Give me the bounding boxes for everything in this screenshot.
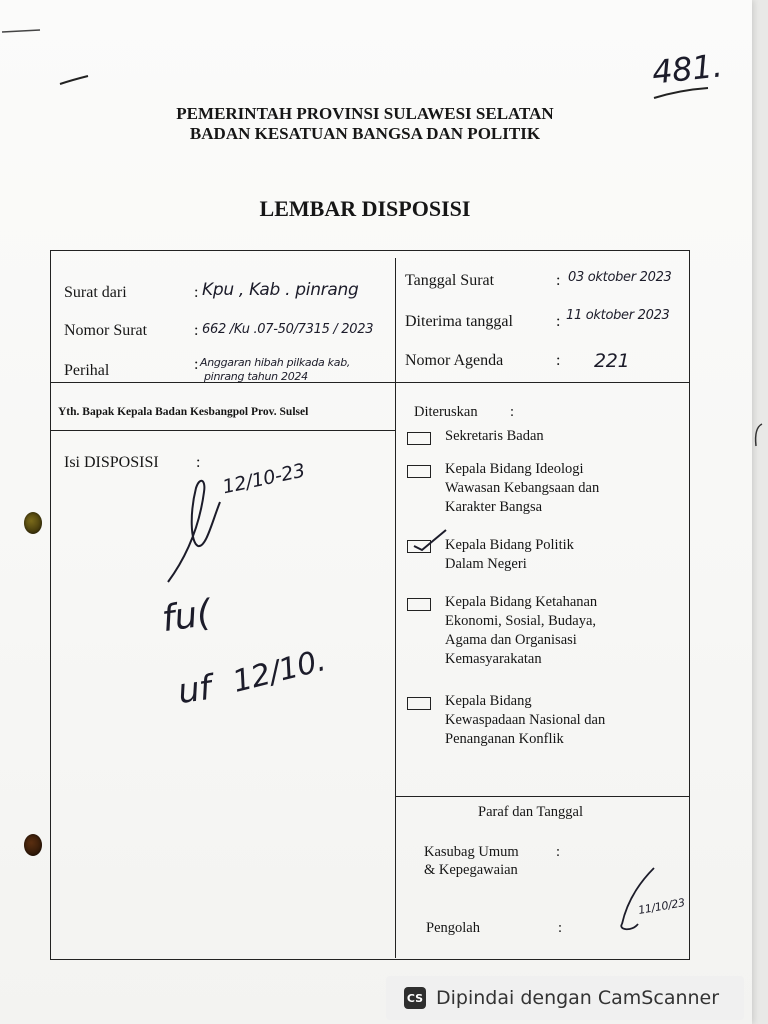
disposition-date: 12/10-23: [220, 459, 307, 499]
header-line-1: PEMERINTAH PROVINSI SULAWESI SELATAN: [176, 104, 554, 123]
check-mark-icon: [404, 526, 450, 554]
kasubag-label-2: & Kepegawaian: [424, 862, 518, 878]
edge-mark: [748, 420, 768, 450]
punch-hole-upper: [24, 512, 42, 534]
pengolah-date: 11/10/23: [637, 896, 686, 917]
diterima-label: Diterima tanggal: [405, 313, 513, 330]
nomor-agenda-colon: :: [556, 352, 561, 369]
camscanner-label: Dipindai dengan CamScanner: [436, 987, 720, 1009]
nomor-surat-value: 662 /Ku .07-50/7315 / 2023: [202, 322, 374, 337]
surat-dari-value: Kpu , Kab . pinrang: [202, 280, 359, 300]
kasubag-colon: :: [556, 844, 561, 860]
option-kewaspadaan: Kepala Bidang Kewaspadaan Nasional dan Penanganan Konflik: [445, 693, 606, 747]
disposition-note-fu: fu(: [159, 592, 214, 641]
nomor-agenda-label: Nomor Agenda: [405, 352, 504, 369]
row-divider-top: [50, 382, 690, 383]
perihal-value-line1: Anggaran hibah pilkada kab,: [200, 356, 351, 369]
surat-dari-colon: :: [194, 284, 199, 301]
pengolah-label: Pengolah: [426, 920, 480, 936]
row-divider-addressee: [50, 430, 396, 431]
checkbox-ketahanan[interactable]: [407, 598, 431, 611]
diteruskan-colon: :: [510, 404, 515, 420]
underline-mark: [652, 86, 712, 102]
header-line-2: BADAN KESATUAN BANGSA DAN POLITIK: [189, 124, 541, 143]
disposition-note-date2: 12/10.: [229, 643, 330, 700]
option-politik: Kepala Bidang Politik Dalam Negeri: [445, 537, 574, 572]
option-ketahanan: Kepala Bidang Ketahanan Ekonomi, Sosial, Budaya, Agama dan Organisasi Kemasyarakatan: [445, 594, 598, 667]
punch-hole-lower: [24, 834, 42, 856]
page-title: LEMBAR DISPOSISI: [259, 196, 471, 221]
camscanner-watermark: [386, 976, 744, 1020]
checkbox-kewaspadaan[interactable]: [407, 697, 431, 710]
surat-dari-label: Surat dari: [64, 284, 127, 301]
diterima-colon: :: [556, 313, 561, 330]
column-divider: [395, 258, 396, 958]
nomor-surat-colon: :: [194, 322, 199, 339]
tanggal-surat-colon: :: [556, 272, 561, 289]
checkbox-ideologi[interactable]: [407, 465, 431, 478]
tanggal-surat-value: 03 oktober 2023: [568, 270, 672, 285]
addressee: Yth. Bapak Kepala Badan Kesbangpol Prov. Sulsel: [58, 406, 309, 418]
row-divider-paraf: [396, 796, 690, 797]
diteruskan-label: Diteruskan: [414, 404, 478, 420]
isi-disposisi-label: Isi DISPOSISI: [64, 454, 159, 471]
perihal-colon: :: [194, 356, 199, 373]
handwritten-number: 481.: [650, 46, 724, 92]
option-ideologi: Kepala Bidang Ideologi Wawasan Kebangsaan dan Karakter Bangsa: [445, 461, 600, 515]
perihal-label: Perihal: [64, 362, 110, 379]
camscanner-logo: CS: [404, 987, 426, 1009]
perihal-value-line2: pinrang tahun 2024: [204, 370, 308, 383]
nomor-agenda-value: 221: [594, 350, 630, 372]
tanggal-surat-label: Tanggal Surat: [405, 272, 495, 289]
diterima-value: 11 oktober 2023: [566, 308, 670, 323]
paraf-title: Paraf dan Tanggal: [478, 804, 584, 820]
kasubag-label-1: Kasubag Umum: [424, 844, 519, 860]
disposition-note-initial: uf: [175, 667, 214, 713]
pen-mark-top: [0, 20, 120, 90]
option-sekretaris: Sekretaris Badan: [445, 428, 544, 444]
checkbox-sekretaris[interactable]: [407, 432, 431, 445]
isi-disposisi-colon: :: [196, 454, 201, 471]
nomor-surat-label: Nomor Surat: [64, 322, 148, 339]
pengolah-colon: :: [558, 920, 563, 936]
